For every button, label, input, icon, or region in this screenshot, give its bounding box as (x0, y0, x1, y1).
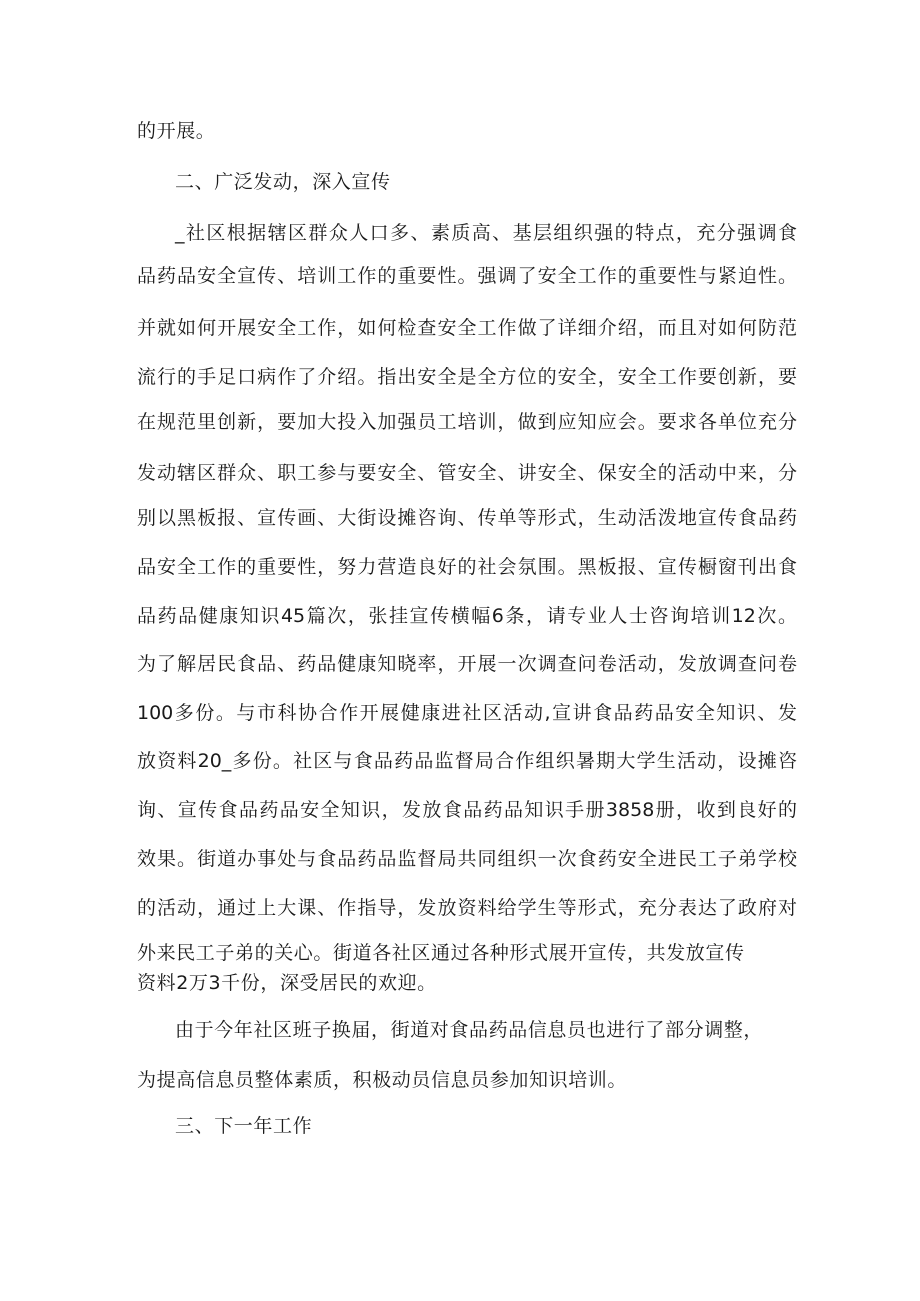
section-heading-2: 二、广泛发动，深入宣传 (175, 171, 391, 193)
paragraph-line-5: 并就如何开展安全工作，如何检查安全工作做了详细介绍，而且对如何防范 (137, 317, 797, 339)
paragraph-line-19: 资料2万3千份，深受居民的欢迎。 (137, 972, 437, 994)
paragraph-line-11: 品药品健康知识45篇次，张挂宣传横幅6条，请专业人士咨询培训12次。 (137, 605, 797, 627)
paragraph-line-10: 品安全工作的重要性，努力营造良好的社会氛围。黑板报、宣传橱窗刊出食 (137, 556, 797, 578)
paragraph-line-20: 由于今年社区班子换届，街道对食品药品信息员也进行了部分调整， (175, 1019, 764, 1041)
paragraph-line-13: 100多份。与市科协合作开展健康进社区活动,宣讲食品药品安全知识、发 (137, 702, 797, 724)
paragraph-line-21: 为提高信息员整体素质，积极动员信息员参加知识培训。 (137, 1069, 628, 1091)
paragraph-line-3: _社区根据辖区群众人口多、素质高、基层组织强的特点，充分强调食 (175, 222, 797, 244)
paragraph-line-1: 的开展。 (137, 120, 216, 142)
paragraph-line-18: 外来民工子弟的关心。街道各社区通过各种形式展开宣传，共发放宣传 (137, 942, 745, 964)
paragraph-line-8: 发动辖区群众、职工参与要安全、管安全、讲安全、保安全的活动中来，分 (137, 462, 797, 484)
paragraph-line-7: 在规范里创新，要加大投入加强员工培训，做到应知应会。要求各单位充分 (137, 411, 797, 433)
paragraph-line-14: 放资料20_多份。社区与食品药品监督局合作组织暑期大学生活动，设摊咨 (137, 750, 797, 772)
paragraph-line-15: 询、宣传食品药品安全知识，发放食品药品知识手册3858册，收到良好的 (137, 799, 797, 821)
paragraph-line-16: 效果。街道办事处与食品药品监督局共同组织一次食药安全进民工子弟学校 (137, 848, 797, 870)
paragraph-line-9: 别以黑板报、宣传画、大街设摊咨询、传单等形式，生动活泼地宣传食品药 (137, 507, 797, 529)
section-heading-3: 三、下一年工作 (175, 1115, 313, 1137)
paragraph-line-6: 流行的手足口病作了介绍。指出安全是全方位的安全，安全工作要创新，要 (137, 366, 797, 388)
paragraph-line-12: 为了解居民食品、药品健康知晓率，开展一次调查问卷活动，发放调查问卷 (137, 653, 797, 675)
paragraph-line-17: 的活动，通过上大课、作指导，发放资料给学生等形式，充分表达了政府对 (137, 897, 797, 919)
paragraph-line-4: 品药品安全宣传、培训工作的重要性。强调了安全工作的重要性与紧迫性。 (137, 265, 797, 287)
